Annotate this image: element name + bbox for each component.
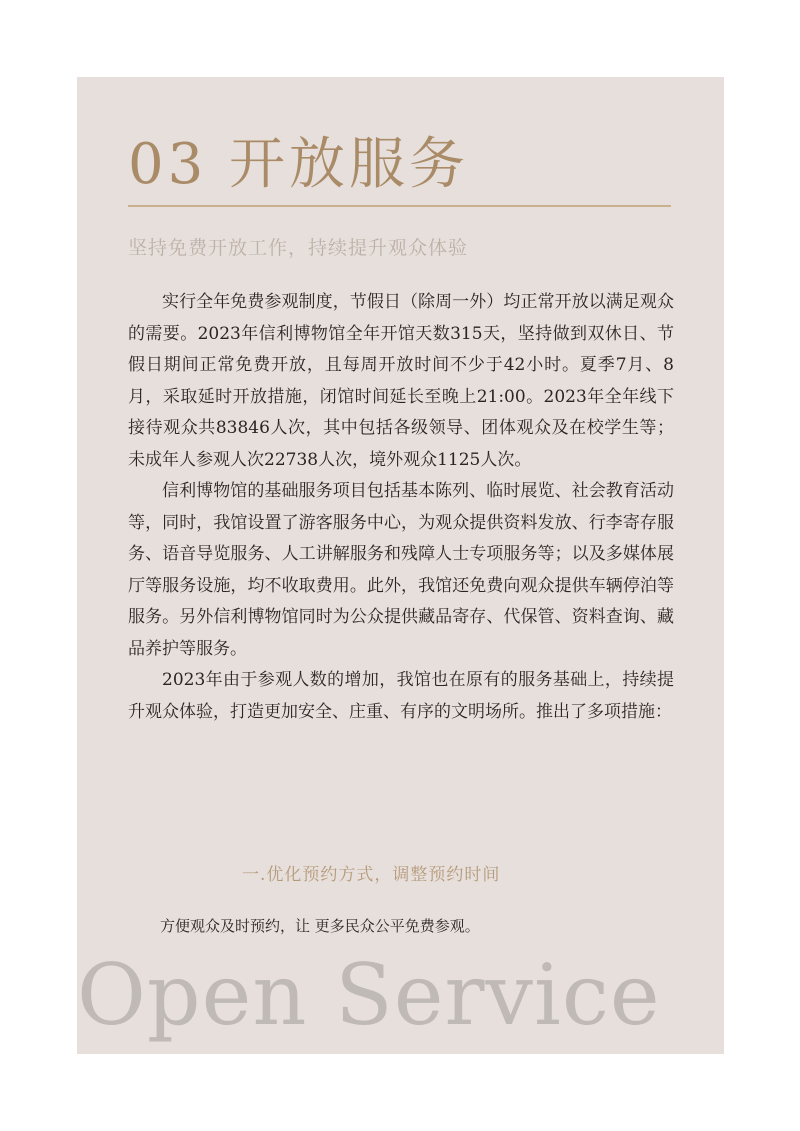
watermark-text: Open Service xyxy=(77,946,661,1044)
measure-heading: 一.优化预约方式，调整预约时间 xyxy=(242,865,501,885)
paragraph-opening-hours: 实行全年免费参观制度，节假日（除周一外）均正常开放以满足观众的需要。2023年信利博物馆全年开馆天数315天，坚持做到双休日、节假日期间正常免费开放，且每周开放时间不少于42小时。夏季7月、8月，采取延时开放措施，闭馆时间延长至晚上21:00。2023年全年线下接待观众共83846人次，其中包括各级领导、团体观众及在校学生等；未成年人参观人次22738人次，境外观众1125人次。 xyxy=(128,292,674,470)
paragraph-basic-services: 信利博物馆的基础服务项目包括基本陈列、临时展览、社会教育活动等，同时，我馆设置了游客服务中心，为观众提供资料发放、行李寄存服务、语音导览服务、人工讲解服务和残障人士专项服务等；以及多媒体展厅等服务设施，均不收取费用。此外，我馆还免费向观众提供车辆停泊等服务。另外信利博物馆同时为公众提供藏品寄存、代保管、资料查询、藏品养护等服务。 xyxy=(128,481,674,659)
title-divider xyxy=(128,205,671,207)
paragraph-measures-intro: 2023年由于参观人数的增加，我馆也在原有的服务基础上，持续提升观众体验，打造更加安全、庄重、有序的文明场所。推出了多项措施： xyxy=(128,670,674,722)
body-text xyxy=(128,287,674,728)
section-title: 03 开放服务 xyxy=(128,132,470,197)
content-panel xyxy=(77,77,724,1054)
measure-text: 方便观众及时预约，让 更多民众公平免费参观。 xyxy=(160,917,480,935)
section-subtitle: 坚持免费开放工作，持续提升观众体验 xyxy=(128,237,469,259)
